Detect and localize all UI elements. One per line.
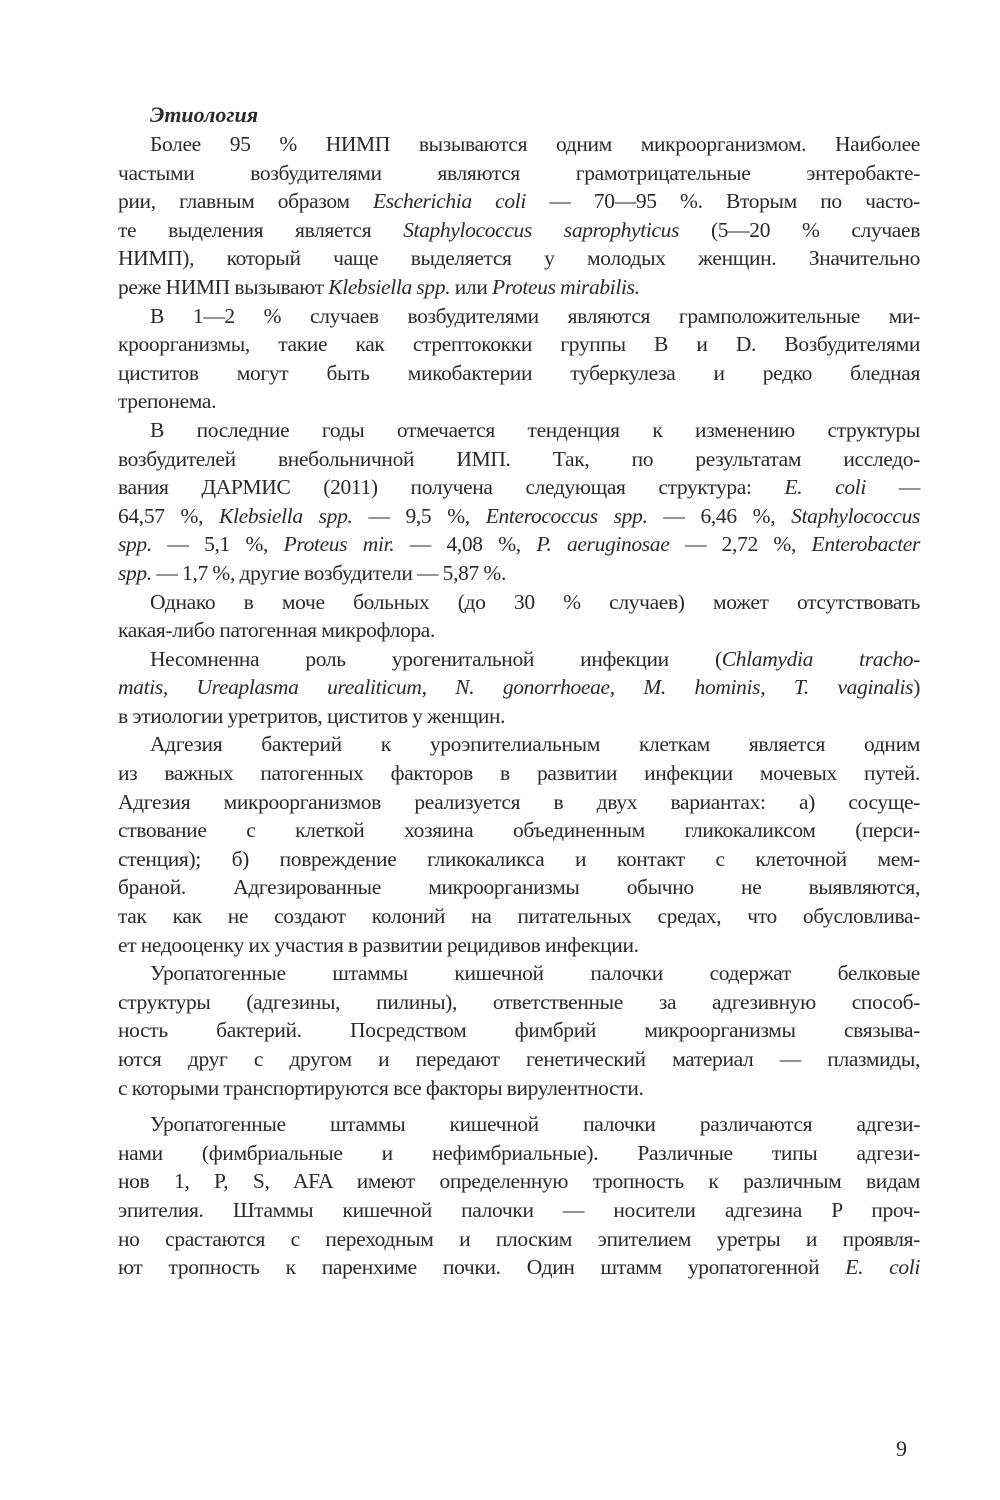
text-run: реже НИМП вызывают: [118, 274, 329, 299]
text-run: рии, главным образом: [118, 189, 373, 214]
text-line: [118, 416, 920, 445]
text-line: [118, 273, 920, 302]
italic-term: Escherichia coli: [372, 189, 527, 214]
text-line: [118, 445, 920, 474]
text-line: [118, 187, 920, 216]
text-line: [118, 959, 920, 988]
text-line: [118, 302, 920, 331]
text-line: [118, 530, 920, 559]
paragraph: [118, 959, 920, 1102]
text-line: [118, 244, 920, 273]
text-run: или: [450, 274, 493, 299]
text-run: частыми возбудителями являются грамотрицательные энтеробакте-: [118, 160, 920, 185]
italic-term: Staphylococcus saprophyticus: [403, 217, 680, 242]
text-run: Несомненна роль урогенитальной инфекции (: [150, 646, 722, 671]
text-run: из важных патогенных факторов в развитии инфекции мочевых путей.: [118, 761, 920, 786]
paragraph: [118, 588, 920, 645]
text-line: [118, 645, 920, 674]
text-run: те выделения является: [118, 217, 404, 242]
text-run: Адгезия микроорганизмов реализуется в двух вариантах: а) сосуще-: [118, 789, 920, 814]
text-line: [118, 931, 920, 960]
paragraph: [118, 730, 920, 959]
text-line: [118, 473, 920, 502]
text-run: Однако в моче больных (до 30 % случаев) может отсутствовать: [150, 589, 920, 614]
text-run: 64,57 %,: [118, 503, 220, 528]
text-run: нов 1, P, S, AFA имеют определенную тропность к различным видам: [118, 1169, 920, 1194]
text-line: [118, 759, 920, 788]
text-run: нами (фимбриальные и нефимбриальные). Различные типы адгези-: [118, 1140, 920, 1165]
text-line: [118, 730, 920, 759]
page-body: [118, 100, 920, 1282]
italic-term: Proteus mirabilis.: [492, 274, 640, 299]
text-line: [118, 1074, 920, 1103]
text-run: — 70—95 %. Вторым по часто-: [526, 189, 920, 214]
text-run: стенция); б) повреждение гликокаликса и контакт с клеточной мем-: [118, 846, 920, 871]
text-run: В последние годы отмечается тенденция к изменению структуры: [150, 417, 920, 442]
text-line: [118, 1139, 920, 1168]
text-line: [118, 1225, 920, 1254]
text-run: НИМП), который чаще выделяется у молодых женщин. Значительно: [118, 246, 920, 271]
italic-term: Enterococcus spp.: [485, 503, 648, 528]
text-run: — 6,46 %,: [647, 503, 792, 528]
italic-term: P. aeruginosae: [536, 532, 670, 557]
text-line: [118, 216, 920, 245]
text-run: циститов могут быть микобактерии туберкулеза и редко бледная: [118, 360, 920, 385]
text-run: — 5,1 %,: [151, 532, 284, 557]
text-run: ет недооценку их участия в развитии рецидивов инфекции.: [118, 932, 639, 957]
page-number: 9: [896, 1436, 907, 1461]
text-run: с которыми транспортируются все факторы вирулентности.: [118, 1075, 644, 1100]
text-run: ют тропность к паренхиме почки. Один штамм уропатогенной: [118, 1255, 846, 1280]
text-run: ствование с клеткой хозяина объединенным гликокаликсом (перси-: [118, 818, 920, 843]
italic-term: Proteus mir.: [283, 532, 395, 557]
text-run: Уропатогенные штаммы кишечной палочки содержат белковые: [150, 961, 920, 986]
text-line: [118, 1253, 920, 1282]
text-line: [118, 559, 920, 588]
text-run: в этиологии уретритов, циститов у женщин.: [118, 703, 506, 728]
italic-term: spp.: [118, 560, 152, 585]
text-run: так как не создают колоний на питательных средах, что обусловлива-: [118, 904, 920, 929]
text-line: [118, 130, 920, 159]
text-line: [118, 788, 920, 817]
italic-term: E. coli: [784, 475, 866, 500]
text-run: — 9,5 %,: [352, 503, 486, 528]
text-line: [118, 359, 920, 388]
text-run: —: [865, 475, 920, 500]
text-run: В 1—2 % случаев возбудителями являются грамположительные ми-: [150, 303, 920, 328]
paragraph: [118, 302, 920, 416]
italic-term: matis, Ureaplasma urealiticum, N. gonorrhoeae, M. hominis, T. vaginalis: [118, 675, 914, 700]
text-run: — 4,08 %,: [394, 532, 537, 557]
paragraph: [118, 645, 920, 731]
text-run: ются друг с другом и передают генетический материал — плазмиды,: [118, 1047, 920, 1071]
text-run: (5—20 % случаев: [679, 217, 920, 242]
text-run: трепонема.: [118, 389, 217, 414]
italic-term: Chlamydia tracho-: [721, 646, 920, 671]
text-run: ность бактерий. Посредством фимбрий микроорганизмы связыва-: [118, 1018, 920, 1043]
italic-term: spp.: [118, 532, 152, 557]
text-line: [118, 873, 920, 902]
italic-term: Enterobacter: [811, 532, 920, 557]
text-line: [118, 616, 920, 645]
text-line: [118, 502, 920, 531]
text-run: но срастаются с переходным и плоским эпителием уретры и проявля-: [118, 1226, 920, 1251]
text-line: [118, 1045, 920, 1074]
italic-term: Staphylococcus: [791, 503, 920, 528]
text-run: Более 95 % НИМП вызываются одним микроорганизмом. Наиболее: [150, 132, 920, 156]
text-line: [118, 387, 920, 416]
paragraph: [118, 130, 920, 302]
text-line: [118, 702, 920, 731]
section-heading: Этиология: [150, 102, 259, 127]
text-line: [118, 330, 920, 359]
italic-term: Klebsiella spp.: [219, 503, 353, 528]
text-run: вания ДАРМИС (2011) получена следующая структура:: [118, 475, 785, 500]
text-run: кроорганизмы, такие как стрептококки группы В и D. Возбудителями: [118, 332, 920, 357]
italic-term: Klebsiella spp.: [328, 274, 451, 299]
text-run: — 1,7 %, другие возбудители — 5,87 %.: [151, 560, 507, 585]
text-line: [118, 902, 920, 931]
text-run: браной. Адгезированные микроорганизмы обычно не выявляются,: [118, 875, 920, 900]
text-line: [118, 816, 920, 845]
text-line: [118, 159, 920, 188]
text-run: какая-либо патогенная микрофлора.: [118, 618, 435, 643]
paragraph: [118, 1110, 920, 1282]
text-run: — 2,72 %,: [669, 532, 812, 557]
text-line: [118, 673, 920, 702]
text-line: [118, 1110, 920, 1139]
text-run: структуры (адгезины, пилины), ответственные за адгезивную способ-: [118, 989, 920, 1014]
paragraph: [118, 416, 920, 588]
text-run: Адгезия бактерий к уроэпителиальным клеткам является одним: [150, 732, 920, 757]
text-line: [118, 1196, 920, 1225]
text-line: [118, 1167, 920, 1196]
paragraphs: [118, 130, 920, 1282]
text-line: [118, 588, 920, 617]
text-run: ): [913, 675, 920, 700]
text-run: Уропатогенные штаммы кишечной палочки различаются адгези-: [150, 1112, 920, 1137]
text-run: эпителия. Штаммы кишечной палочки — носители адгезина P проч-: [118, 1197, 920, 1222]
text-line: [118, 988, 920, 1017]
italic-term: E. coli: [845, 1255, 920, 1280]
text-line: [118, 845, 920, 874]
text-run: возбудителей внебольничной ИМП. Так, по результатам исследо-: [118, 446, 920, 471]
text-line: [118, 1016, 920, 1045]
